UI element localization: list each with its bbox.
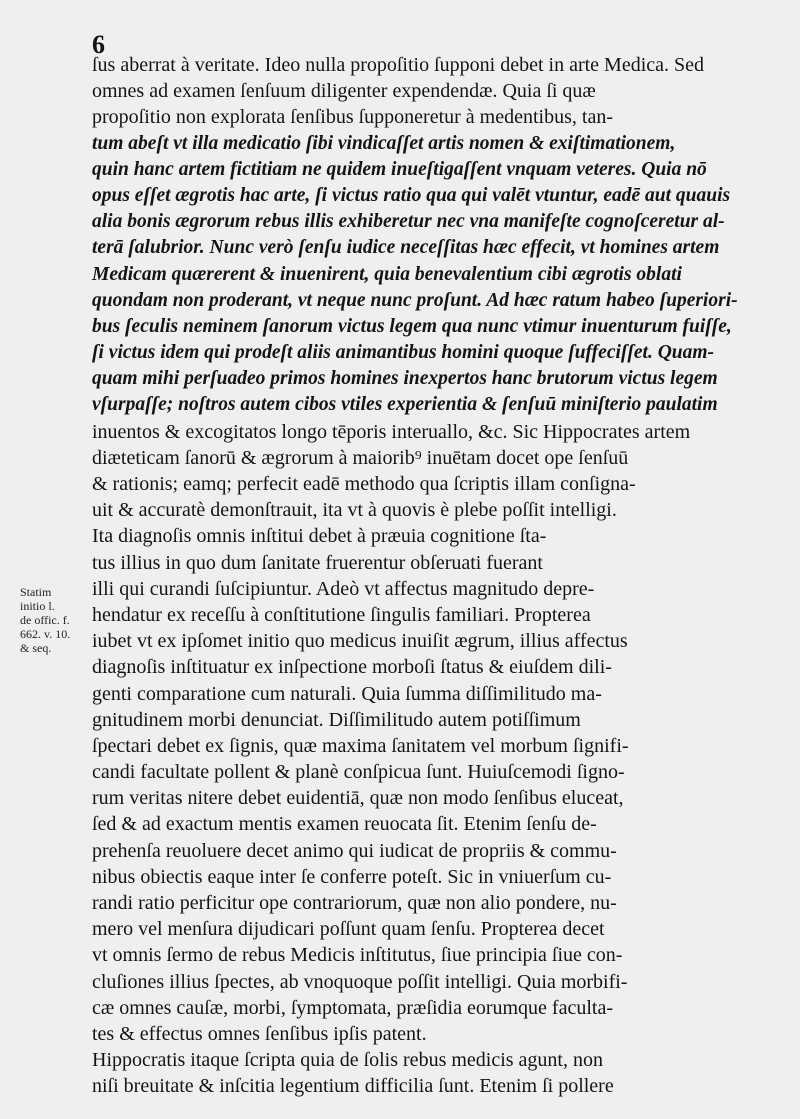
body-text bbox=[92, 52, 742, 1100]
text-line: Hippocratis itaque ſcripta quia de ſolis rebus medicis agunt, non bbox=[92, 1049, 603, 1072]
text-line: Ita diagnoſis omnis inſtitui debet à præuia cognitione ſta- bbox=[92, 525, 547, 548]
text-line: Medicam quærerent & inuenirent, quia benevalentium cibi ægrotis oblati bbox=[92, 263, 682, 285]
text-line: ſpectari debet ex ſignis, quæ maxima ſanitatem vel morbum ſignifi- bbox=[92, 734, 629, 757]
margin-note-line: initio l. bbox=[20, 599, 55, 613]
text-line: gnitudinem morbi denunciat. Diſſimilitudo autem potiſſimum bbox=[92, 708, 581, 731]
text-line: quam mihi perſuadeo primos homines inexpertos hanc brutorum victus legem bbox=[92, 368, 718, 390]
text-line: uit & accuratè demonſtrauit, ita vt à quovis è plebe poſſit intelligi. bbox=[92, 499, 617, 522]
text-line: diæteticam ſanorū & ægrorum à maiorib⁹ inuētam docet ope ſenſuū bbox=[92, 446, 629, 469]
text-line: candi facultate pollent & planè conſpicua ſunt. Huiuſcemodi ſigno- bbox=[92, 761, 625, 784]
text-line: mero vel menſura dijudicari poſſunt quam ſenſu. Propterea decet bbox=[92, 918, 605, 941]
text-line: inuentos & excogitatos longo tēporis interuallo, &c. Sic Hippocrates artem bbox=[92, 420, 691, 443]
margin-note-line: Statim bbox=[20, 585, 52, 599]
text-line: omnes ad examen ſenſuum diligenter expendendæ. Quia ſi quæ bbox=[92, 80, 596, 103]
text-line: quondam non proderant, vt neque nunc proſunt. Ad hæc ratum habeo ſuperiori- bbox=[92, 289, 738, 311]
text-line: ſed & ad exactum mentis examen reuocata ſit. Etenim ſenſu de- bbox=[92, 813, 597, 836]
margin-note-line: 662. v. 10. bbox=[20, 627, 71, 641]
text-line: illi qui curandi ſuſcipiuntur. Adeò vt affectus magnitudo depre- bbox=[92, 577, 595, 600]
margin-note bbox=[20, 585, 92, 655]
text-line: & rationis; eamq; perfecit eadē methodo qua ſcriptis illam conſigna- bbox=[92, 473, 636, 495]
text-line: randi ratio perficitur ope contrariorum, quæ non alio pondere, nu- bbox=[92, 892, 617, 914]
text-line: iubet vt ex ipſomet initio quo medicus inuiſit ægrum, illius affectus bbox=[92, 630, 628, 653]
text-line: nibus obiectis eaque inter ſe conferre poteſt. Sic in vniuerſum cu- bbox=[92, 865, 612, 888]
text-line: diagnoſis inſtituatur ex inſpectione morboſi ſtatus & eiuſdem dili- bbox=[92, 656, 612, 679]
text-line: tes & effectus omnes ſenſibus ipſis patent. bbox=[92, 1022, 427, 1045]
text-line: cæ omnes cauſæ, morbi, ſymptomata, præſidia eorumque faculta- bbox=[92, 996, 613, 1019]
text-line: alia bonis ægrorum rebus illis exhiberetur nec vna manifeſte cognoſceretur al- bbox=[92, 211, 725, 233]
text-line: terā ſalubrior. Nunc verò ſenſu iudice neceſſitas hæc effecit, vt homines artem bbox=[92, 237, 720, 259]
text-line: rum veritas nitere debet euidentiā, quæ non modo ſenſibus eluceat, bbox=[92, 787, 624, 810]
margin-note-line: de offic. f. bbox=[20, 613, 70, 627]
text-line: bus ſeculis neminem ſanorum victus legem qua nunc vtimur inuenturum fuiſſe, bbox=[92, 315, 732, 337]
text-line: propoſitio non explorata ſenſibus ſupponeretur à medentibus, tan- bbox=[92, 106, 613, 129]
text-line: niſi breuitate & inſcitia legentium difficilia ſunt. Etenim ſi pollere bbox=[92, 1075, 614, 1098]
text-line: hendatur ex receſſu à conſtitutione ſingulis familiari. Propterea bbox=[92, 603, 591, 626]
text-line: vt omnis ſermo de rebus Medicis inſtitutus, ſiue principia ſiue con- bbox=[92, 944, 623, 967]
text-line: prehenſa reuoluere decet animo qui iudicat de propriis & commu- bbox=[92, 839, 617, 862]
text-line: vſurpaſſe; noſtros autem cibos vtiles experientia & ſenſuū miniſterio paulatim bbox=[92, 394, 718, 416]
text-line: opus eſſet ægrotis hac arte, ſi victus ratio qua qui valēt vtuntur, eadē aut quauis bbox=[92, 184, 731, 206]
page-number: 6 bbox=[92, 30, 105, 59]
text-line: quin hanc artem fictitiam ne quidem inueſtigaſſent vnquam veteres. Quia nō bbox=[92, 158, 707, 180]
text-line: genti comparatione cum naturali. Quia ſumma diſſimilitudo ma- bbox=[92, 682, 602, 705]
margin-note-line: & seq. bbox=[20, 641, 52, 655]
text-line: ſi victus idem qui prodeſt aliis animantibus homini quoque ſuffeciſſet. Quam- bbox=[92, 342, 715, 364]
text-line: ſus aberrat à veritate. Ideo nulla propoſitio ſupponi debet in arte Medica. Sed bbox=[92, 54, 705, 76]
text-line: cluſiones illius ſpectes, ab vnoquoque poſſit intelligi. Quia morbifi- bbox=[92, 970, 628, 993]
text-line: tum abeſt vt illa medicatio ſibi vindicaſſet artis nomen & exiſtimationem, bbox=[92, 132, 676, 154]
text-line: tus illius in quo dum ſanitate fruerentur obſeruati fuerant bbox=[92, 551, 543, 574]
